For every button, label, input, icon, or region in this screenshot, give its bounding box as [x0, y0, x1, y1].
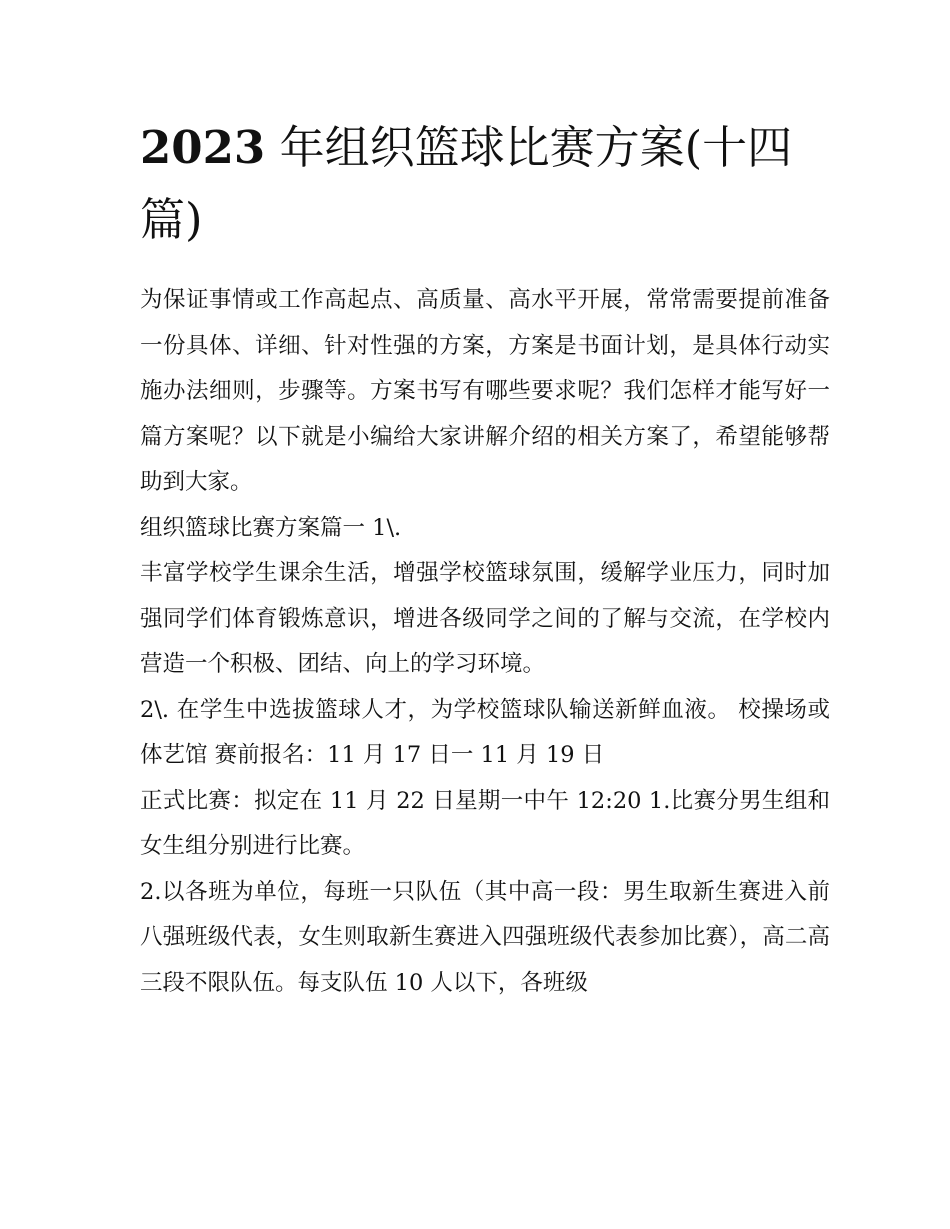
paragraph-intro: 为保证事情或工作高起点、高质量、高水平开展，常常需要提前准备一份具体、详细、针对性强的方案，方案是书面计划，是具体行动实施办法细则，步骤等。方案书写有哪些要求呢？我们怎样才能写好一篇方案呢？以下就是小编给大家讲解介绍的相关方案了，希望能够帮助到大家。	[140, 287, 830, 495]
paragraph-schedule: 正式比赛：拟定在 11 月 22 日星期一中午 12:20 1.比赛分男生组和女生组分别进行比赛。	[140, 787, 830, 859]
document-title	[140, 112, 820, 256]
document-body	[140, 278, 830, 1006]
paragraph-purpose: 丰富学校学生课余生活，增强学校篮球氛围，缓解学业压力，同时加强同学们体育锻炼意识，增进各级同学之间的了解与交流，在学校内营造一个积极、团结、向上的学习环境。	[140, 560, 830, 677]
paragraph-section-heading: 组织篮球比赛方案篇一 1\.	[140, 514, 402, 541]
paragraph-selection-venue: 2\. 在学生中选拔篮球人才，为学校篮球队输送新鲜血液。 校操场或体艺馆 赛前报名：11 月 17 日一 11 月 19 日	[140, 696, 830, 768]
paragraph-teams: 2.以各班为单位，每班一只队伍（其中高一段：男生取新生赛进入前八强班级代表，女生则取新生赛进入四强班级代表参加比赛），高二高三段不限队伍。每支队伍 10 人以下，各班级	[140, 878, 830, 996]
title-year: 2023	[140, 121, 266, 174]
title-text: 年组织篮球比赛方案(十四篇)	[140, 121, 793, 246]
